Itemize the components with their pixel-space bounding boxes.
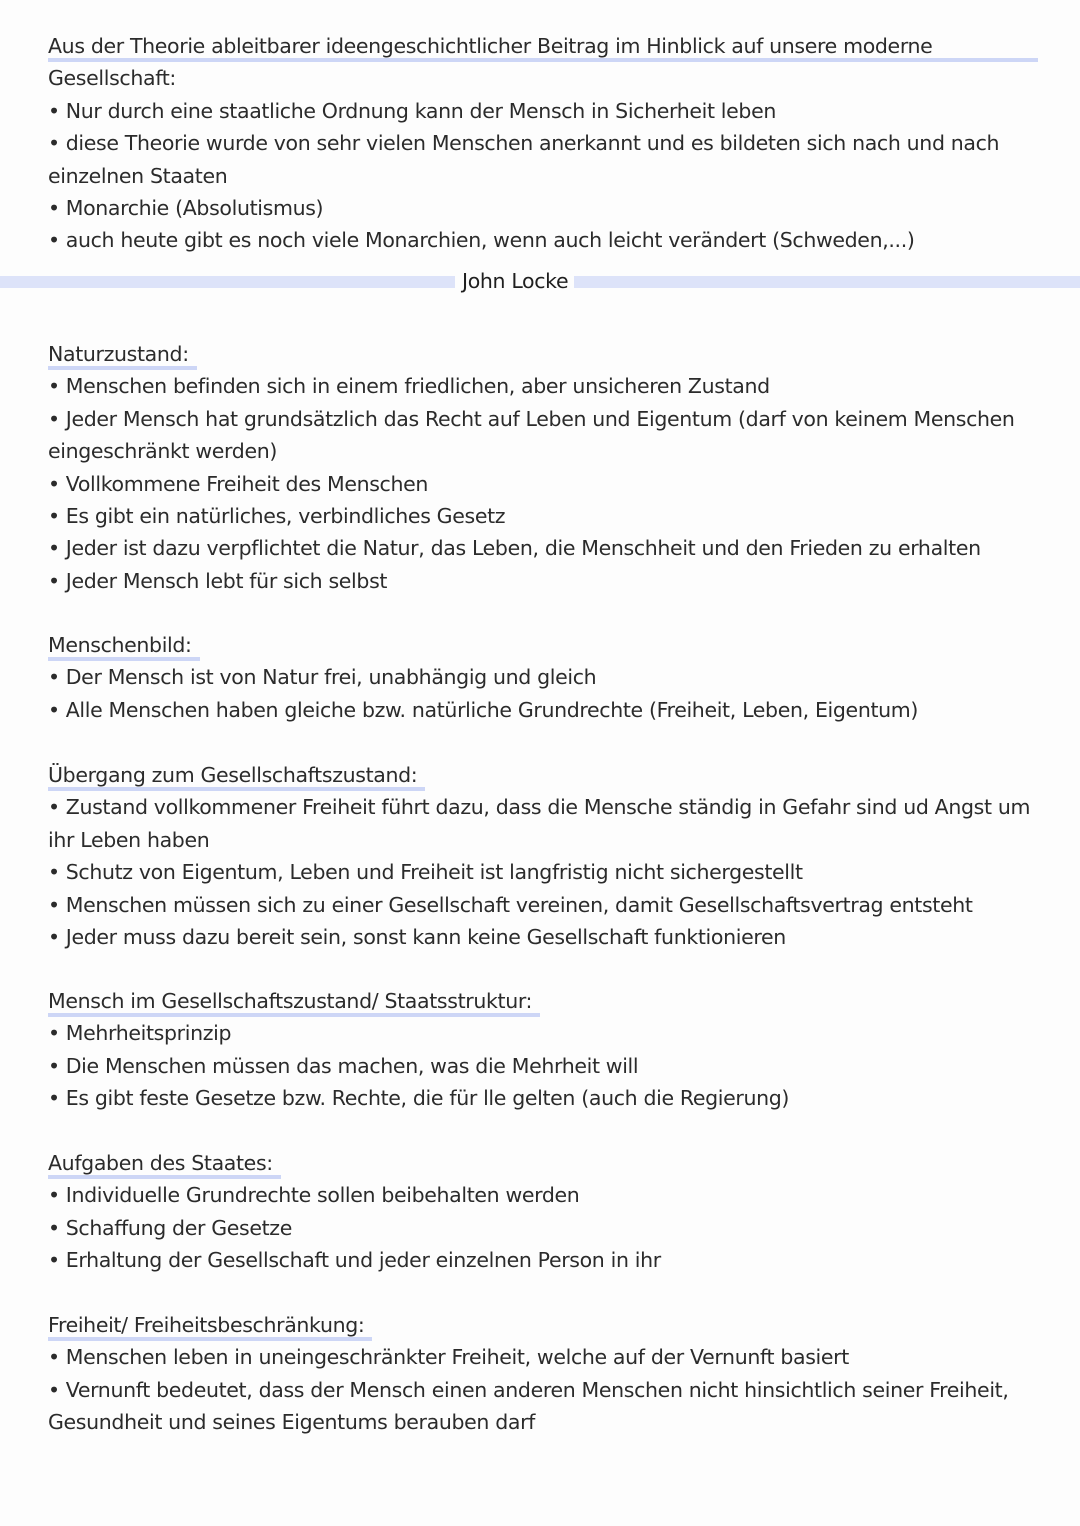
intro-section [48,30,1038,257]
list-item: • Vollkommene Freiheit des Menschen [48,468,1038,500]
section-list [48,370,1038,597]
section-staatsstruktur [48,985,1038,1115]
list-item: • Individuelle Grundrechte sollen beibehalten werden [48,1179,1038,1211]
list-item: • Jeder Mensch lebt für sich selbst [48,565,1038,597]
section-freiheit [48,1309,1038,1439]
list-item: • Schutz von Eigentum, Leben und Freiheit ist langfristig nicht sichergestellt [48,856,1038,888]
list-item: • Schaffung der Gesetze [48,1212,1038,1244]
section-list [48,661,1038,726]
list-item: • Nur durch eine staatliche Ordnung kann der Mensch in Sicherheit leben [48,95,1038,127]
section-heading: Übergang zum Gesellschaftszustand: [48,759,425,791]
section-menschenbild [48,629,1038,726]
divider-title: John Locke [455,265,574,297]
list-item: • Menschen müssen sich zu einer Gesellschaft vereinen, damit Gesellschaftsvertrag entsteht [48,889,1038,921]
list-item: • Jeder Mensch hat grundsätzlich das Recht auf Leben und Eigentum (darf von keinem Menschen eingeschränkt werden) [48,403,1038,468]
intro-list [48,95,1038,257]
list-item: • Jeder muss dazu bereit sein, sonst kann keine Gesellschaft funktionieren [48,921,1038,953]
list-item: • diese Theorie wurde von sehr vielen Menschen anerkannt und es bildeten sich nach und nach einzelnen Staaten [48,127,1038,192]
section-heading: Mensch im Gesellschaftszustand/ Staatsstruktur: [48,985,540,1017]
list-item: • Zustand vollkommener Freiheit führt dazu, dass die Mensche ständig in Gefahr sind ud Angst um ihr Leben haben [48,791,1038,856]
section-list [48,791,1038,953]
section-list [48,1179,1038,1276]
list-item: • Vernunft bedeutet, dass der Mensch einen anderen Menschen nicht hinsichtlich seiner Freiheit, Gesundheit und seines Eigentums berauben darf [48,1374,1038,1439]
section-aufgaben [48,1147,1038,1277]
section-naturzustand [48,338,1038,597]
list-item: • Menschen befinden sich in einem friedlichen, aber unsicheren Zustand [48,370,1038,402]
list-item: • Mehrheitsprinzip [48,1017,1038,1049]
section-heading: Naturzustand: [48,338,197,370]
list-item: • Alle Menschen haben gleiche bzw. natürliche Grundrechte (Freiheit, Leben, Eigentum) [48,694,1038,726]
list-item: • Es gibt ein natürliches, verbindliches Gesetz [48,500,1038,532]
section-list [48,1017,1038,1114]
intro-heading: Aus der Theorie ableitbarer ideengeschichtlicher Beitrag im Hinblick auf unsere moderne Gesellschaft: [48,30,1038,95]
list-item: • Der Mensch ist von Natur frei, unabhängig und gleich [48,661,1038,693]
list-item: • Die Menschen müssen das machen, was die Mehrheit will [48,1050,1038,1082]
section-list [48,1341,1038,1438]
list-item: • auch heute gibt es noch viele Monarchien, wenn auch leicht verändert (Schweden,...) [48,224,1038,256]
list-item: • Monarchie (Absolutismus) [48,192,1038,224]
section-heading: Menschenbild: [48,629,200,661]
section-heading: Freiheit/ Freiheitsbeschränkung: [48,1309,372,1341]
section-uebergang [48,759,1038,953]
list-item: • Menschen leben in uneingeschränkter Freiheit, welche auf der Vernunft basiert [48,1341,1038,1373]
list-item: • Es gibt feste Gesetze bzw. Rechte, die für lle gelten (auch die Regierung) [48,1082,1038,1114]
list-item: • Erhaltung der Gesellschaft und jeder einzelnen Person in ihr [48,1244,1038,1276]
section-heading: Aufgaben des Staates: [48,1147,281,1179]
list-item: • Jeder ist dazu verpflichtet die Natur, das Leben, die Menschheit und den Frieden zu erhalten [48,532,1038,564]
